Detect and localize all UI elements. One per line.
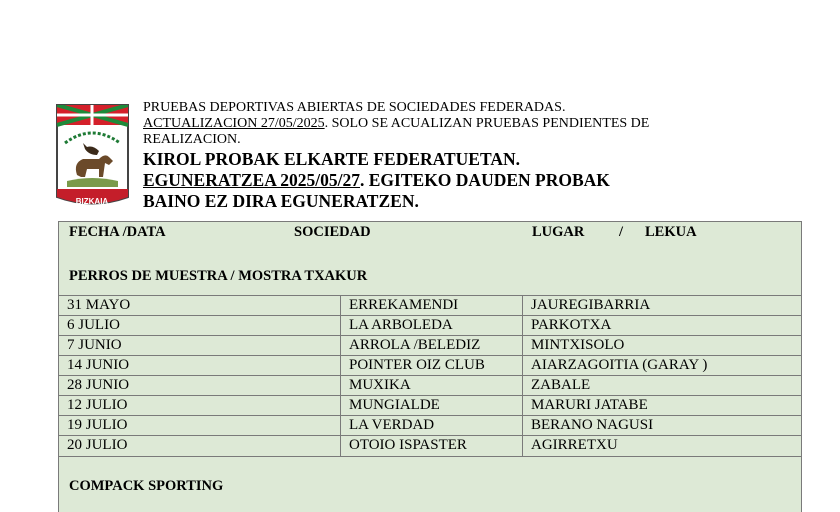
- logo-label: BIZKAIA: [75, 197, 109, 206]
- cell-sociedad: ERREKAMENDI: [341, 296, 523, 315]
- col-header-lugar: LUGAR: [532, 224, 585, 240]
- es-line-1: PRUEBAS DEPORTIVAS ABIERTAS DE SOCIEDADES FEDERADAS.: [143, 100, 566, 115]
- table-row: [59, 416, 801, 436]
- cell-fecha: 12 JULIO: [59, 396, 341, 415]
- cell-fecha: 14 JUNIO: [59, 356, 341, 375]
- federation-logo: [55, 103, 130, 210]
- cell-sociedad: ARROLA /BELEDIZ: [341, 336, 523, 355]
- cell-lugar: JAUREGIBARRIA: [531, 297, 651, 313]
- table-row: [59, 356, 801, 376]
- col-header-separator: /: [619, 224, 624, 240]
- cell-fecha: 20 JULIO: [59, 436, 341, 456]
- cell-sociedad: LA VERDAD: [341, 416, 523, 435]
- spanish-title: [143, 100, 743, 148]
- es-line-2: [143, 116, 743, 132]
- col-header-lekua: LEKUA: [645, 224, 697, 240]
- cell-lugar: MARURI JATABE: [531, 397, 648, 413]
- section-title-compack: COMPACK SPORTING: [69, 478, 224, 494]
- cell-sociedad: MUNGIALDE: [341, 396, 523, 415]
- section-title-perros: PERROS DE MUESTRA / MOSTRA TXAKUR: [69, 268, 368, 284]
- table-row: [59, 296, 801, 316]
- cell-lugar: AIARZAGOITIA (GARAY ): [531, 357, 708, 373]
- table-row: [59, 396, 801, 416]
- cell-lugar: MINTXISOLO: [531, 337, 625, 353]
- eu-line-3: BAINO EZ DIRA EGUNERATZEN.: [143, 191, 419, 211]
- table-row: [59, 316, 801, 336]
- cell-sociedad: POINTER OIZ CLUB: [341, 356, 523, 375]
- cell-lugar: ZABALE: [531, 377, 591, 393]
- es-update-rest: . SOLO SE ACUALIZAN PRUEBAS PENDIENTES DE: [324, 116, 650, 131]
- events-rows: [59, 295, 801, 457]
- es-update-label: ACTUALIZACION 27/05/2025: [143, 116, 325, 131]
- cell-fecha: 28 JUNIO: [59, 376, 341, 395]
- eu-update-rest: . EGITEKO DAUDEN PROBAK: [360, 170, 610, 190]
- cell-fecha: 19 JULIO: [59, 416, 341, 435]
- cell-sociedad: LA ARBOLEDA: [341, 316, 523, 335]
- eu-line-1: KIROL PROBAK ELKARTE FEDERATUETAN.: [143, 149, 520, 169]
- table-row: [59, 376, 801, 396]
- eu-line-2: [143, 170, 743, 191]
- document-header: [143, 100, 743, 212]
- cell-fecha: 6 JULIO: [59, 316, 341, 335]
- col-header-sociedad: SOCIEDAD: [294, 224, 371, 240]
- eu-update-label: EGUNERATZEA 2025/05/27: [143, 170, 360, 190]
- table-row: [59, 436, 801, 456]
- table-row: [59, 336, 801, 356]
- es-line-3: REALIZACION.: [143, 132, 241, 147]
- col-header-fecha: FECHA /DATA: [69, 224, 166, 240]
- cell-sociedad: MUXIKA: [341, 376, 523, 395]
- cell-lugar: PARKOTXA: [531, 317, 612, 333]
- basque-title: [143, 149, 743, 212]
- events-table: [58, 221, 802, 512]
- cell-lugar: BERANO NAGUSI: [531, 417, 654, 433]
- cell-fecha: 7 JUNIO: [59, 336, 341, 355]
- cell-sociedad: OTOIO ISPASTER: [341, 436, 523, 456]
- cell-lugar: AGIRRETXU: [531, 437, 618, 453]
- cell-fecha: 31 MAYO: [59, 296, 341, 315]
